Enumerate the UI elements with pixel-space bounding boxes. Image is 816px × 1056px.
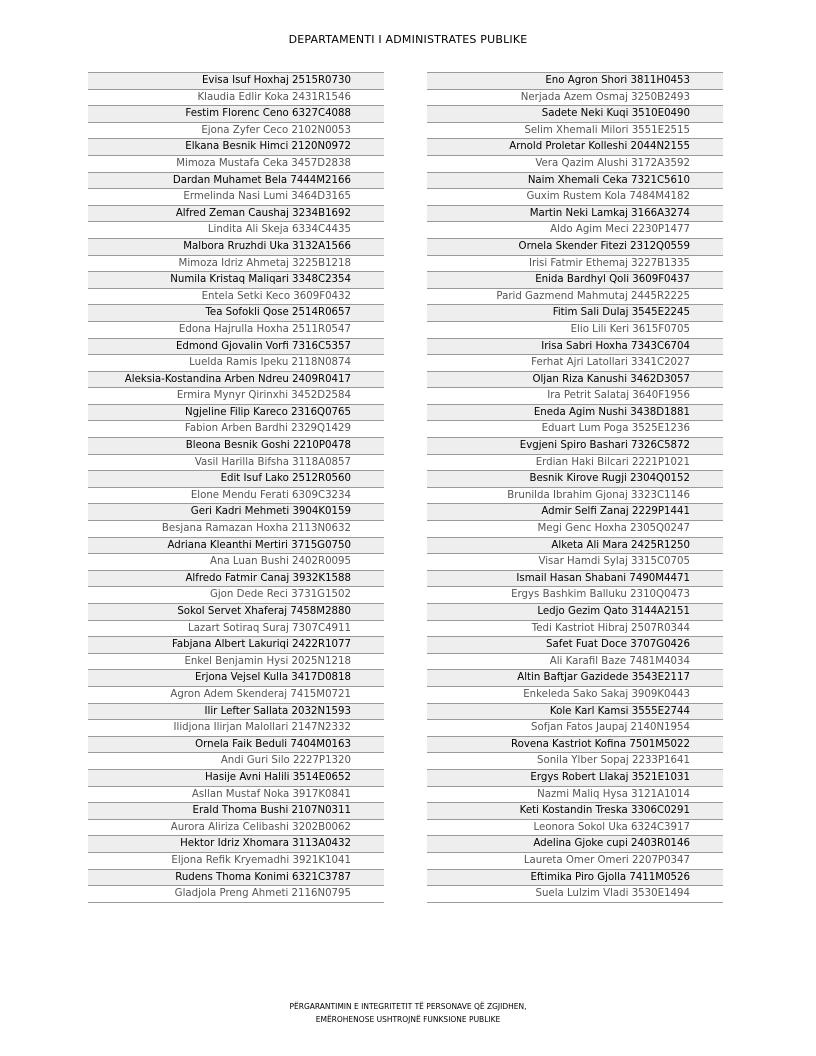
- left-list-entry: Luelda Ramis Ipeku 2118N0874: [88, 355, 384, 372]
- left-list-entry: Elone Mendu Ferati 6309C3234: [88, 488, 384, 505]
- right-list-entry: Parid Gazmend Mahmutaj 2445R2225: [427, 289, 723, 306]
- left-list-entry: Malbora Rruzhdi Uka 3132A1566: [88, 239, 384, 256]
- right-list-entry: Brunilda Ibrahim Gjonaj 3323C1146: [427, 488, 723, 505]
- left-list-entry: Mimoza Mustafa Ceka 3457D2838: [88, 156, 384, 173]
- right-list-entry: Eftimika Piro Gjolla 7411M0526: [427, 870, 723, 887]
- right-list-entry: Leonora Sokol Uka 6324C3917: [427, 820, 723, 837]
- right-list-entry: Megi Genc Hoxha 2305Q0247: [427, 521, 723, 538]
- right-list-entry: Guxim Rustem Kola 7484M4182: [427, 189, 723, 206]
- left-list-entry: Fabjana Albert Lakuriqi 2422R1077: [88, 637, 384, 654]
- right-list-entry: Fitim Sali Dulaj 3545E2245: [427, 305, 723, 322]
- left-list-entry: Alfredo Fatmir Canaj 3932K1588: [88, 571, 384, 588]
- right-list-entry: Ferhat Ajri Latollari 3341C2027: [427, 355, 723, 372]
- left-list-entry: Erald Thoma Bushi 2107N0311: [88, 803, 384, 820]
- right-list-entry: Elio Lili Keri 3615F0705: [427, 322, 723, 339]
- right-list-entry: Aldo Agim Meci 2230P1477: [427, 222, 723, 239]
- right-list-entry: Erdian Haki Bilcari 2221P1021: [427, 455, 723, 472]
- left-list-entry: Ornela Faik Beduli 7404M0163: [88, 737, 384, 754]
- right-list-entry: Ergys Bashkim Balluku 2310Q0473: [427, 587, 723, 604]
- right-list-entry: Rovena Kastriot Kofina 7501M5022: [427, 737, 723, 754]
- left-list-entry: Dardan Muhamet Bela 7444M2166: [88, 173, 384, 190]
- left-list-entry: Edmond Gjovalin Vorfi 7316C5357: [88, 339, 384, 356]
- left-list-entry: Eljona Refik Kryemadhi 3921K1041: [88, 853, 384, 870]
- right-list-entry: Ornela Skender Fitezi 2312Q0559: [427, 239, 723, 256]
- left-list-entry: Enkel Benjamin Hysi 2025N1218: [88, 654, 384, 671]
- right-list-entry: Tedi Kastriot Hibraj 2507R0344: [427, 621, 723, 638]
- right-list-entry: Alketa Ali Mara 2425R1250: [427, 538, 723, 555]
- right-list-entry: Irisa Sabri Hoxha 7343C6704: [427, 339, 723, 356]
- right-list-entry: Suela Lulzim Vladi 3530E1494: [427, 886, 723, 903]
- right-list-entry: Oljan Riza Kanushi 3462D3057: [427, 372, 723, 389]
- right-list-entry: Besnik Kirove Rugji 2304Q0152: [427, 471, 723, 488]
- left-list-entry: Andi Guri Silo 2227P1320: [88, 753, 384, 770]
- right-name-list: [427, 72, 723, 903]
- right-list-entry: Naim Xhemali Ceka 7321C5610: [427, 173, 723, 190]
- right-list-entry: Eduart Lum Poga 3525E1236: [427, 421, 723, 438]
- left-list-entry: Sokol Servet Xhaferaj 7458M2880: [88, 604, 384, 621]
- left-list-entry: Klaudia Edlir Koka 2431R1546: [88, 90, 384, 107]
- right-list-entry: Altin Baftjar Gazidede 3543E2117: [427, 670, 723, 687]
- left-list-entry: Evisa Isuf Hoxhaj 2515R0730: [88, 73, 384, 90]
- left-list-entry: Ilidjona Ilirjan Malollari 2147N2332: [88, 720, 384, 737]
- page-footer: [0, 1000, 816, 1026]
- left-list-entry: Entela Setki Keco 3609F0432: [88, 289, 384, 306]
- right-list-entry: Keti Kostandin Treska 3306C0291: [427, 803, 723, 820]
- left-list-entry: Alfred Zeman Caushaj 3234B1692: [88, 206, 384, 223]
- footer-line-1: PËRGARANTIMIN E INTEGRITETIT TË PERSONAVE QË ZGJIDHEN,: [289, 1002, 527, 1011]
- right-list-entry: Enkeleda Sako Sakaj 3909K0443: [427, 687, 723, 704]
- left-list-entry: Agron Adem Skenderaj 7415M0721: [88, 687, 384, 704]
- left-list-entry: Adriana Kleanthi Mertiri 3715G0750: [88, 538, 384, 555]
- left-list-entry: Edit Isuf Lako 2512R0560: [88, 471, 384, 488]
- left-list-entry: Ilir Lefter Sallata 2032N1593: [88, 704, 384, 721]
- left-list-entry: Edona Hajrulla Hoxha 2511R0547: [88, 322, 384, 339]
- right-list-entry: Enida Bardhyl Qoli 3609F0437: [427, 272, 723, 289]
- right-list-entry: Ali Karafil Baze 7481M4034: [427, 654, 723, 671]
- left-list-entry: Ejona Zyfer Ceco 2102N0053: [88, 123, 384, 140]
- right-list-entry: Irisi Fatmir Ethemaj 3227B1335: [427, 256, 723, 273]
- right-list-entry: Evgjeni Spiro Bashari 7326C5872: [427, 438, 723, 455]
- left-list-entry: Gjon Dede Reci 3731G1502: [88, 587, 384, 604]
- right-list-entry: Adelina Gjoke cupi 2403R0146: [427, 836, 723, 853]
- left-list-entry: Ermira Mynyr Qirinxhi 3452D2584: [88, 388, 384, 405]
- left-list-entry: Vasil Harilla Bifsha 3118A0857: [88, 455, 384, 472]
- left-list-entry: Asllan Mustaf Noka 3917K0841: [88, 787, 384, 804]
- right-list-entry: Ledjo Gezim Qato 3144A2151: [427, 604, 723, 621]
- right-list-entry: Laureta Omer Omeri 2207P0347: [427, 853, 723, 870]
- right-list-entry: Sonila Ylber Sopaj 2233P1641: [427, 753, 723, 770]
- right-list-entry: Vera Qazim Alushi 3172A3592: [427, 156, 723, 173]
- right-list-entry: Selim Xhemali Milori 3551E2515: [427, 123, 723, 140]
- left-name-list: [88, 72, 384, 903]
- right-list-entry: Sadete Neki Kuqi 3510E0490: [427, 106, 723, 123]
- right-list-entry: Visar Hamdi Sylaj 3315C0705: [427, 554, 723, 571]
- right-list-entry: Sofjan Fatos Jaupaj 2140N1954: [427, 720, 723, 737]
- right-list-entry: Nerjada Azem Osmaj 3250B2493: [427, 90, 723, 107]
- left-list-entry: Aleksia-Kostandina Arben Ndreu 2409R0417: [88, 372, 384, 389]
- left-list-entry: Lazart Sotiraq Suraj 7307C4911: [88, 621, 384, 638]
- left-list-entry: Geri Kadri Mehmeti 3904K0159: [88, 504, 384, 521]
- right-list-entry: Arnold Proletar Kolleshi 2044N2155: [427, 139, 723, 156]
- right-list-entry: Ira Petrit Salataj 3640F1956: [427, 388, 723, 405]
- left-list-entry: Erjona Vejsel Kulla 3417D0818: [88, 670, 384, 687]
- right-list-entry: Admir Selfi Zanaj 2229P1441: [427, 504, 723, 521]
- left-list-entry: Besjana Ramazan Hoxha 2113N0632: [88, 521, 384, 538]
- left-list-entry: Ngjeline Filip Kareco 2316Q0765: [88, 405, 384, 422]
- right-list-entry: Ismail Hasan Shabani 7490M4471: [427, 571, 723, 588]
- left-list-entry: Elkana Besnik Himci 2120N0972: [88, 139, 384, 156]
- footer-line-2: EMËROHENOSE USHTROJNË FUNKSIONE PUBLIKE: [315, 1015, 501, 1024]
- left-list-entry: Gladjola Preng Ahmeti 2116N0795: [88, 886, 384, 903]
- left-list-entry: Hektor Idriz Xhomara 3113A0432: [88, 836, 384, 853]
- right-list-entry: Nazmi Maliq Hysa 3121A1014: [427, 787, 723, 804]
- left-list-entry: Ana Luan Bushi 2402R0095: [88, 554, 384, 571]
- right-list-entry: Kole Karl Kamsi 3555E2744: [427, 704, 723, 721]
- right-list-entry: Eneda Agim Nushi 3438D1881: [427, 405, 723, 422]
- left-list-entry: Bleona Besnik Goshi 2210P0478: [88, 438, 384, 455]
- right-list-entry: Safet Fuat Doce 3707G0426: [427, 637, 723, 654]
- right-list-entry: Martin Neki Lamkaj 3166A3274: [427, 206, 723, 223]
- left-list-entry: Tea Sofokli Qose 2514R0657: [88, 305, 384, 322]
- left-list-entry: Rudens Thoma Konimi 6321C3787: [88, 870, 384, 887]
- left-list-entry: Fabion Arben Bardhi 2329Q1429: [88, 421, 384, 438]
- left-list-entry: Festim Florenc Ceno 6327C4088: [88, 106, 384, 123]
- left-list-entry: Hasije Avni Halili 3514E0652: [88, 770, 384, 787]
- left-list-entry: Numila Kristaq Maliqari 3348C2354: [88, 272, 384, 289]
- left-list-entry: Aurora Aliriza Celibashi 3202B0062: [88, 820, 384, 837]
- page-title: DEPARTAMENTI I ADMINISTRATES PUBLIKE: [288, 33, 528, 46]
- right-list-entry: Ergys Robert Llakaj 3521E1031: [427, 770, 723, 787]
- left-list-entry: Ermelinda Nasi Lumi 3464D3165: [88, 189, 384, 206]
- right-list-entry: Eno Agron Shori 3811H0453: [427, 73, 723, 90]
- left-list-entry: Mimoza Idriz Ahmetaj 3225B1218: [88, 256, 384, 273]
- left-list-entry: Lindita Ali Skeja 6334C4435: [88, 222, 384, 239]
